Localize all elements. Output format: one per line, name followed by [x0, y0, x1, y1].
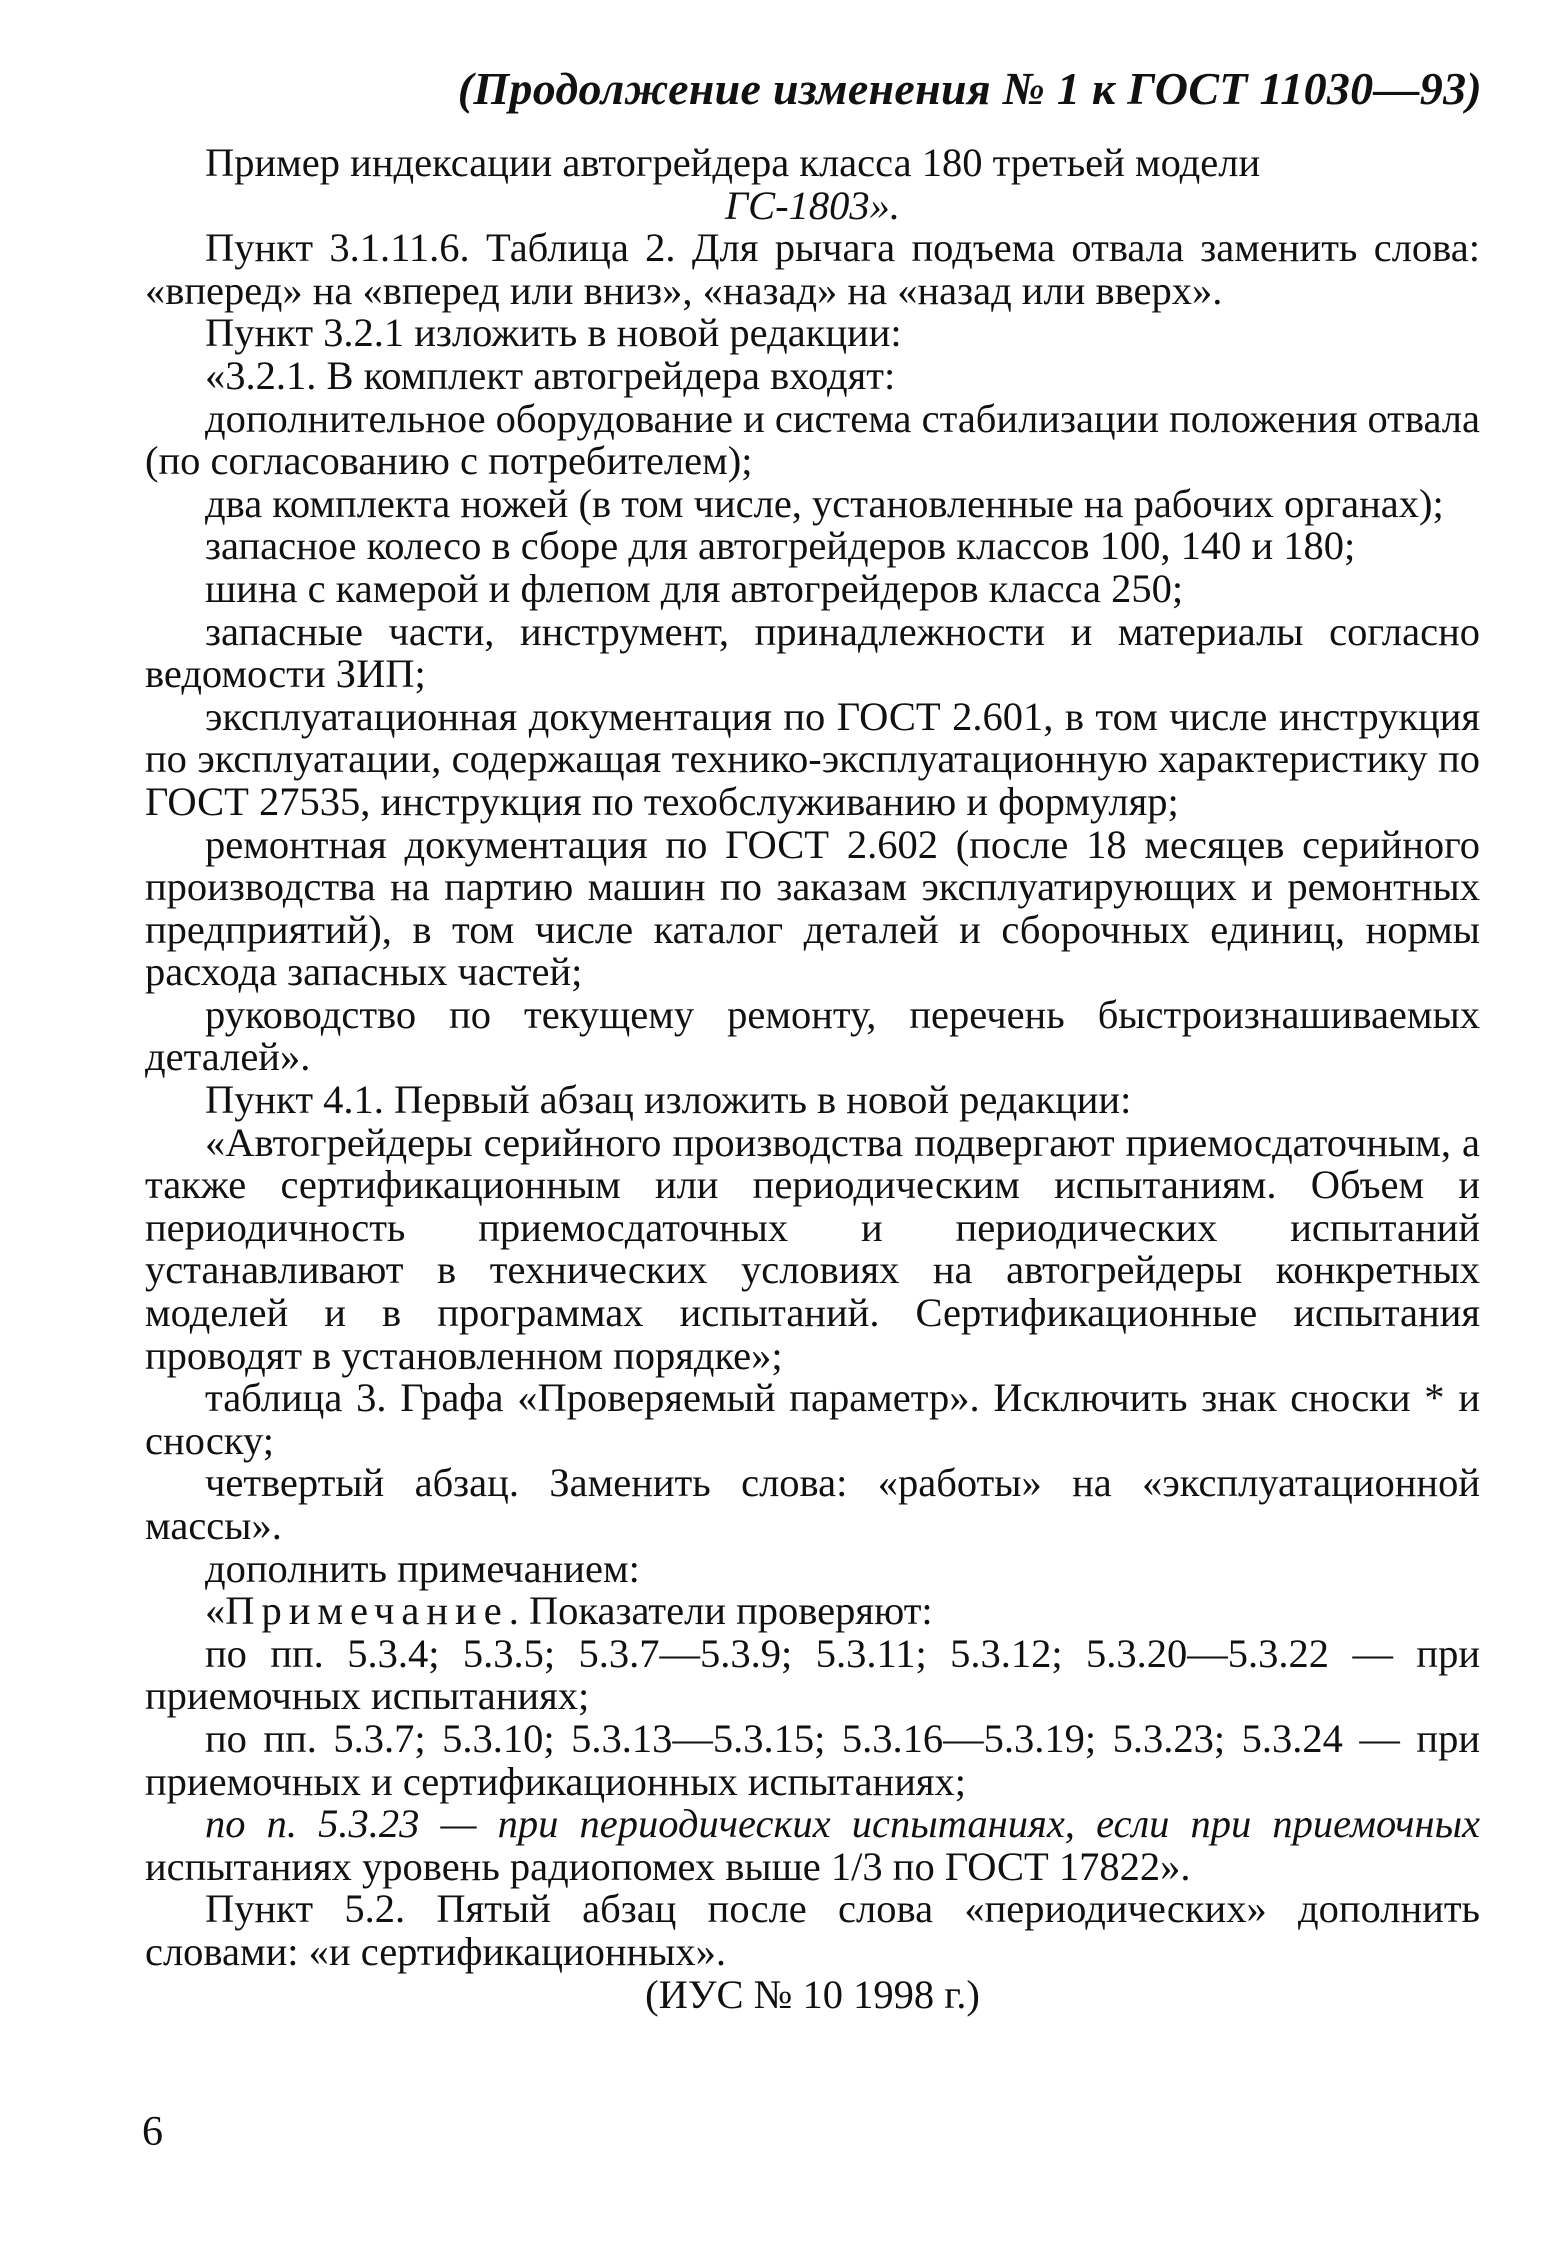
note-item: по пп. 5.3.7; 5.3.10; 5.3.13—5.3.15; 5.3.16—5.3.19; 5.3.23; 5.3.24 — при приемочных и сертификационных испытаниях;	[145, 1715, 1480, 1804]
source-reference: (ИУС № 10 1998 г.)	[645, 1971, 980, 2017]
paragraph: Пункт 3.2.1 изложить в новой редакции:	[205, 310, 902, 356]
list-item: руководство по текущему ремонту, перечень быстроизнашиваемых деталей».	[145, 991, 1480, 1080]
list-item: эксплуатационная документация по ГОСТ 2.601, в том числе инструкция по эксплуатации, содержащая технико-эксплуатационную характеристику по ГОСТ 27535, инструкция по техобслуживанию и формуляр;	[145, 693, 1480, 824]
page-number: 6	[142, 2109, 163, 2155]
note-item	[145, 1803, 1480, 1888]
note-open-quote: «	[205, 1588, 226, 1634]
paragraph: таблица 3. Графа «Проверяемый параметр». Исключить знак сноски * и сноску;	[145, 1375, 1480, 1463]
paragraph: Пункт 3.1.11.6. Таблица 2. Для рычага подъема отвала заменить слова: «вперед» на «вперед или вниз», «назад» на «назад или вверх».	[145, 225, 1480, 313]
note-heading	[145, 1590, 1480, 1633]
note-item: по пп. 5.3.4; 5.3.5; 5.3.7—5.3.9; 5.3.11; 5.3.12; 5.3.20—5.3.22 — при приемочных испытаниях;	[145, 1630, 1480, 1719]
list-item: дополнительное оборудование и система стабилизации положения отвала (по согласованию с потребителем);	[145, 395, 1480, 484]
paragraph: «Автогрейдеры серийного производства подвергают приемосдаточным, а также сертификационным или периодическим испытаниям. Объем и периодичность приемосдаточных и периодических испытаний устанавливают в технических условиях на автогрейдеры конкретных моделей и в программах испытаний. Сертификационные испытания проводят в установленном порядке»;	[145, 1119, 1480, 1378]
page-header: (Продолжение изменения № 1 к ГОСТ 11030—93)	[457, 63, 1482, 114]
note-text: . Показатели проверяют:	[508, 1588, 933, 1634]
paragraph: дополнить примечанием:	[205, 1545, 640, 1591]
list-item: запасные части, инструмент, принадлежности и материалы согласно ведомости ЗИП;	[145, 608, 1480, 697]
list-item: запасное колесо в сборе для автогрейдеров классов 100, 140 и 180;	[205, 523, 1356, 569]
paragraph: Пункт 4.1. Первый абзац изложить в новой редакции:	[205, 1077, 1132, 1123]
note-label: Примечание	[225, 1588, 509, 1634]
note-italic-text: по п. 5.3.23 — при периодических испытаниях, если при приемочных	[205, 1801, 1480, 1847]
list-item: два комплекта ножей (в том числе, установленные на рабочих органах);	[205, 480, 1444, 526]
list-item: шина с камерой и флепом для автогрейдеров класса 250;	[205, 565, 1184, 611]
document-body	[145, 142, 1480, 2016]
list-item: ремонтная документация по ГОСТ 2.602 (после 18 месяцев серийного производства на партию машин по заказам эксплуатирующих и ремонтных предприятий), в том числе каталог деталей и сборочных единиц, нормы расхода запасных частей;	[145, 821, 1480, 995]
note-text: испытаниях уровень радиопомех выше 1/3 по ГОСТ 17822».	[145, 1843, 1191, 1889]
paragraph: «3.2.1. В комплект автогрейдера входят:	[205, 352, 896, 398]
paragraph: Пример индексации автогрейдера класса 180 третьей модели	[205, 140, 1261, 185]
paragraph: четвертый абзац. Заменить слова: «работы» на «эксплуатационной массы».	[145, 1460, 1480, 1548]
paragraph: Пункт 5.2. Пятый абзац после слова «периодических» дополнить словами: «и сертификационных».	[145, 1886, 1480, 1974]
model-index: ГС-1803».	[725, 182, 900, 228]
